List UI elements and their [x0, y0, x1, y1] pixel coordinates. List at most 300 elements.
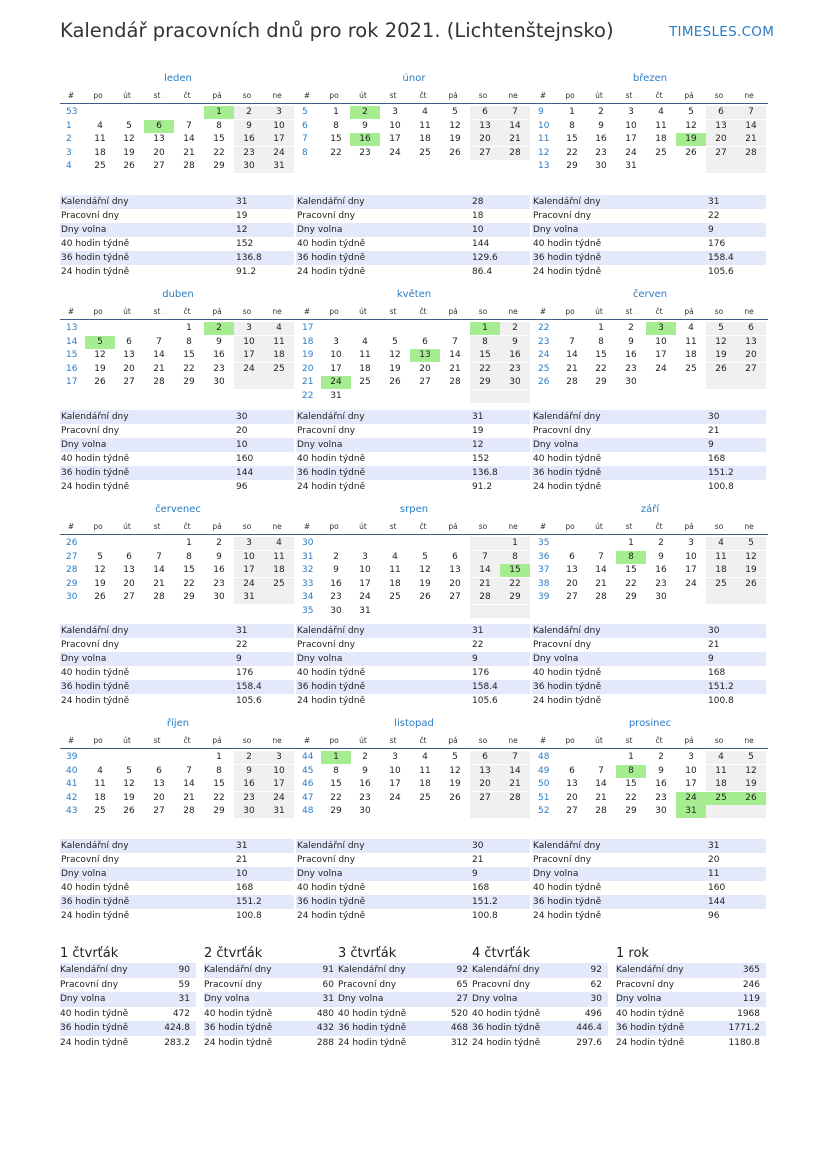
day-cell[interactable]: 6	[569, 551, 575, 562]
day-cell[interactable]: 6	[470, 106, 500, 119]
day-cell[interactable]: 2	[362, 752, 368, 762]
day-cell[interactable]: 1	[186, 323, 192, 333]
day-cell[interactable]: 15	[213, 779, 225, 790]
day-cell[interactable]: 25	[389, 592, 401, 603]
day-cell[interactable]: 17	[359, 578, 371, 589]
day-cell[interactable]: 14	[500, 120, 530, 133]
day-cell[interactable]: 9	[500, 336, 530, 349]
day-cell[interactable]: 2	[234, 106, 264, 119]
day-cell[interactable]: 31	[264, 805, 294, 818]
day-cell[interactable]: 20	[123, 578, 135, 589]
day-cell[interactable]: 20	[736, 349, 766, 362]
day-cell[interactable]: 28	[153, 592, 165, 603]
day-cell[interactable]: 21	[595, 578, 607, 589]
day-cell[interactable]: 18	[655, 134, 667, 145]
day-cell[interactable]: 23	[595, 147, 607, 158]
day-cell[interactable]: 8	[216, 120, 222, 131]
day-cell[interactable]: 5	[736, 751, 766, 764]
day-cell[interactable]: 19	[449, 779, 461, 790]
day-cell[interactable]: 22	[183, 578, 195, 589]
day-cell[interactable]: 21	[500, 778, 530, 791]
day-cell[interactable]: 15	[625, 565, 637, 576]
day-cell[interactable]: 2	[333, 551, 339, 562]
day-cell[interactable]: 27	[153, 161, 165, 172]
day-cell[interactable]: 16	[595, 134, 607, 145]
day-cell[interactable]: 13	[566, 779, 578, 790]
day-cell[interactable]: 27	[123, 592, 135, 603]
day-cell[interactable]: 22	[625, 792, 637, 803]
day-cell[interactable]: 24	[685, 578, 697, 589]
day-cell[interactable]: 23	[330, 592, 342, 603]
day-cell[interactable]: 12	[389, 350, 401, 361]
day-cell[interactable]: 11	[264, 551, 294, 564]
day-cell[interactable]: 17	[685, 779, 697, 790]
day-cell[interactable]: 6	[706, 106, 736, 119]
day-cell[interactable]: 26	[94, 592, 106, 603]
day-cell[interactable]: 4	[264, 322, 294, 335]
day-cell[interactable]: 22	[500, 578, 530, 591]
day-cell[interactable]: 21	[153, 363, 165, 374]
day-cell[interactable]: 6	[126, 336, 132, 347]
day-cell[interactable]: 31	[625, 161, 637, 172]
day-cell[interactable]: 9	[216, 551, 222, 562]
day-cell[interactable]: 9	[234, 765, 264, 778]
day-cell[interactable]: 14	[595, 565, 607, 576]
day-cell[interactable]: 15	[213, 134, 225, 145]
day-cell[interactable]: 23	[213, 578, 225, 589]
day-cell[interactable]: 11	[419, 120, 431, 131]
day-cell[interactable]: 9	[628, 336, 634, 347]
day-cell[interactable]: 10	[685, 765, 697, 776]
day-cell[interactable]: 17	[389, 779, 401, 790]
day-cell[interactable]: 9	[216, 336, 222, 347]
day-cell[interactable]: 16	[234, 133, 264, 146]
day-cell[interactable]: 20	[566, 792, 578, 803]
day-cell[interactable]: 14	[736, 120, 766, 133]
day-cell[interactable]: 2	[216, 538, 222, 548]
day-cell[interactable]: 25	[94, 806, 106, 817]
day-cell[interactable]: 22	[566, 147, 578, 158]
day-cell[interactable]: 10	[234, 336, 264, 349]
day-cell[interactable]: 2	[500, 322, 530, 335]
day-cell[interactable]: 4	[706, 751, 736, 764]
day-cell[interactable]: 12	[419, 565, 431, 576]
day-cell[interactable]: 4	[658, 107, 664, 117]
day-cell[interactable]: 18	[419, 134, 431, 145]
day-cell[interactable]: 22	[470, 363, 500, 376]
day-cell[interactable]: 18	[94, 147, 106, 158]
day-cell[interactable]: 19	[736, 564, 766, 577]
day-cell[interactable]: 27	[736, 363, 766, 376]
day-cell[interactable]: 7	[452, 336, 458, 347]
day-cell[interactable]: 25	[359, 377, 371, 388]
day-cell[interactable]: 2	[234, 751, 264, 764]
day-cell[interactable]: 19	[706, 349, 736, 362]
day-cell[interactable]: 23	[625, 363, 637, 374]
holiday-day[interactable]: 24	[676, 792, 706, 805]
day-cell[interactable]: 25	[685, 363, 697, 374]
day-cell[interactable]: 29	[470, 376, 500, 389]
day-cell[interactable]: 30	[213, 592, 225, 603]
day-cell[interactable]: 21	[470, 578, 500, 591]
day-cell[interactable]: 8	[186, 551, 192, 562]
day-cell[interactable]: 7	[186, 120, 192, 131]
day-cell[interactable]: 15	[470, 349, 500, 362]
day-cell[interactable]: 1	[628, 538, 634, 548]
day-cell[interactable]: 21	[183, 147, 195, 158]
day-cell[interactable]: 13	[123, 350, 135, 361]
day-cell[interactable]: 5	[688, 107, 694, 117]
day-cell[interactable]: 30	[330, 606, 342, 616]
holiday-day[interactable]: 24	[321, 376, 351, 389]
day-cell[interactable]: 28	[595, 592, 607, 603]
day-cell[interactable]: 15	[330, 134, 342, 145]
day-cell[interactable]: 6	[156, 765, 162, 776]
day-cell[interactable]: 25	[264, 578, 294, 591]
day-cell[interactable]: 14	[153, 565, 165, 576]
day-cell[interactable]: 26	[123, 161, 135, 172]
holiday-day[interactable]: 6	[144, 120, 174, 133]
day-cell[interactable]: 11	[685, 336, 697, 347]
day-cell[interactable]: 7	[736, 106, 766, 119]
day-cell[interactable]: 25	[419, 792, 431, 803]
day-cell[interactable]: 12	[685, 120, 697, 131]
holiday-day[interactable]: 8	[616, 551, 646, 564]
day-cell[interactable]: 23	[234, 147, 264, 160]
day-cell[interactable]: 3	[264, 106, 294, 119]
day-cell[interactable]: 17	[655, 350, 667, 361]
day-cell[interactable]: 24	[389, 792, 401, 803]
day-cell[interactable]: 4	[422, 752, 428, 762]
day-cell[interactable]: 7	[500, 106, 530, 119]
day-cell[interactable]: 12	[123, 134, 135, 145]
brand-link[interactable]: TIMESLES.COM	[669, 24, 775, 40]
day-cell[interactable]: 2	[658, 752, 664, 762]
day-cell[interactable]: 26	[449, 147, 461, 158]
day-cell[interactable]: 14	[470, 564, 500, 577]
day-cell[interactable]: 1	[628, 752, 634, 762]
day-cell[interactable]: 17	[234, 349, 264, 362]
day-cell[interactable]: 21	[736, 133, 766, 146]
day-cell[interactable]: 7	[598, 765, 604, 776]
day-cell[interactable]: 30	[234, 805, 264, 818]
day-cell[interactable]: 13	[566, 565, 578, 576]
day-cell[interactable]: 15	[566, 134, 578, 145]
day-cell[interactable]: 8	[333, 765, 339, 776]
day-cell[interactable]: 26	[685, 147, 697, 158]
day-cell[interactable]: 12	[706, 336, 736, 349]
day-cell[interactable]: 3	[234, 322, 264, 335]
day-cell[interactable]: 22	[595, 363, 607, 374]
day-cell[interactable]: 9	[362, 120, 368, 131]
day-cell[interactable]: 11	[655, 120, 667, 131]
day-cell[interactable]: 10	[264, 765, 294, 778]
day-cell[interactable]: 4	[264, 537, 294, 550]
day-cell[interactable]: 9	[658, 765, 664, 776]
day-cell[interactable]: 11	[264, 336, 294, 349]
day-cell[interactable]: 17	[685, 565, 697, 576]
day-cell[interactable]: 22	[330, 147, 342, 158]
day-cell[interactable]: 21	[153, 578, 165, 589]
day-cell[interactable]: 28	[566, 377, 578, 388]
day-cell[interactable]: 16	[330, 578, 342, 589]
day-cell[interactable]: 17	[234, 564, 264, 577]
day-cell[interactable]: 29	[183, 592, 195, 603]
day-cell[interactable]: 8	[569, 120, 575, 131]
day-cell[interactable]: 24	[625, 147, 637, 158]
day-cell[interactable]: 9	[598, 120, 604, 131]
day-cell[interactable]: 5	[452, 752, 458, 762]
day-cell[interactable]: 28	[470, 591, 500, 604]
holiday-day[interactable]: 25	[706, 792, 736, 805]
day-cell[interactable]: 16	[500, 349, 530, 362]
day-cell[interactable]: 7	[186, 765, 192, 776]
day-cell[interactable]: 15	[330, 779, 342, 790]
day-cell[interactable]: 6	[126, 551, 132, 562]
day-cell[interactable]: 13	[123, 565, 135, 576]
day-cell[interactable]: 29	[183, 377, 195, 388]
day-cell[interactable]: 3	[392, 107, 398, 117]
day-cell[interactable]: 29	[213, 161, 225, 172]
day-cell[interactable]: 28	[183, 806, 195, 817]
day-cell[interactable]: 3	[333, 336, 339, 347]
day-cell[interactable]: 9	[658, 551, 664, 562]
day-cell[interactable]: 15	[595, 350, 607, 361]
day-cell[interactable]: 20	[706, 133, 736, 146]
day-cell[interactable]: 6	[470, 751, 500, 764]
day-cell[interactable]: 25	[94, 161, 106, 172]
day-cell[interactable]: 9	[362, 765, 368, 776]
day-cell[interactable]: 20	[153, 792, 165, 803]
day-cell[interactable]: 3	[688, 752, 694, 762]
day-cell[interactable]: 4	[362, 336, 368, 347]
day-cell[interactable]: 6	[452, 551, 458, 562]
day-cell[interactable]: 17	[264, 778, 294, 791]
day-cell[interactable]: 27	[706, 147, 736, 160]
day-cell[interactable]: 5	[452, 107, 458, 117]
day-cell[interactable]: 30	[213, 377, 225, 388]
day-cell[interactable]: 31	[234, 591, 264, 604]
day-cell[interactable]: 13	[153, 134, 165, 145]
day-cell[interactable]: 24	[389, 147, 401, 158]
day-cell[interactable]: 21	[595, 792, 607, 803]
day-cell[interactable]: 30	[234, 160, 264, 173]
day-cell[interactable]: 23	[359, 792, 371, 803]
day-cell[interactable]: 7	[156, 551, 162, 562]
day-cell[interactable]: 26	[736, 578, 766, 591]
day-cell[interactable]: 9	[333, 565, 339, 576]
day-cell[interactable]: 26	[123, 806, 135, 817]
day-cell[interactable]: 13	[470, 120, 500, 133]
day-cell[interactable]: 19	[123, 147, 135, 158]
day-cell[interactable]: 27	[449, 592, 461, 603]
day-cell[interactable]: 1	[500, 537, 530, 550]
day-cell[interactable]: 27	[566, 806, 578, 817]
day-cell[interactable]: 2	[658, 538, 664, 548]
day-cell[interactable]: 27	[153, 806, 165, 817]
day-cell[interactable]: 19	[736, 778, 766, 791]
day-cell[interactable]: 23	[359, 147, 371, 158]
day-cell[interactable]: 13	[736, 336, 766, 349]
day-cell[interactable]: 22	[183, 363, 195, 374]
day-cell[interactable]: 12	[449, 120, 461, 131]
day-cell[interactable]: 11	[706, 551, 736, 564]
day-cell[interactable]: 20	[566, 578, 578, 589]
day-cell[interactable]: 8	[333, 120, 339, 131]
day-cell[interactable]: 29	[625, 592, 637, 603]
day-cell[interactable]: 24	[234, 363, 264, 376]
day-cell[interactable]: 17	[389, 134, 401, 145]
holiday-day[interactable]: 15	[500, 564, 530, 577]
day-cell[interactable]: 9	[234, 120, 264, 133]
day-cell[interactable]: 14	[500, 765, 530, 778]
day-cell[interactable]: 18	[706, 778, 736, 791]
day-cell[interactable]: 22	[330, 792, 342, 803]
holiday-day[interactable]: 2	[204, 322, 234, 335]
day-cell[interactable]: 23	[655, 792, 667, 803]
day-cell[interactable]: 18	[706, 564, 736, 577]
day-cell[interactable]: 19	[389, 363, 401, 374]
day-cell[interactable]: 29	[500, 591, 530, 604]
day-cell[interactable]: 23	[213, 363, 225, 374]
day-cell[interactable]: 14	[183, 779, 195, 790]
day-cell[interactable]: 26	[706, 363, 736, 376]
day-cell[interactable]: 5	[126, 765, 132, 776]
day-cell[interactable]: 30	[595, 161, 607, 172]
day-cell[interactable]: 31	[330, 391, 342, 401]
day-cell[interactable]: 28	[183, 161, 195, 172]
day-cell[interactable]: 12	[94, 350, 106, 361]
day-cell[interactable]: 18	[94, 792, 106, 803]
day-cell[interactable]: 1	[333, 107, 339, 117]
day-cell[interactable]: 10	[330, 350, 342, 361]
day-cell[interactable]: 7	[569, 336, 575, 347]
day-cell[interactable]: 21	[183, 792, 195, 803]
day-cell[interactable]: 29	[213, 806, 225, 817]
day-cell[interactable]: 7	[156, 336, 162, 347]
day-cell[interactable]: 12	[449, 765, 461, 776]
day-cell[interactable]: 19	[123, 792, 135, 803]
day-cell[interactable]: 25	[655, 147, 667, 158]
day-cell[interactable]: 20	[470, 778, 500, 791]
day-cell[interactable]: 3	[628, 107, 634, 117]
holiday-day[interactable]: 1	[204, 106, 234, 119]
day-cell[interactable]: 25	[264, 363, 294, 376]
day-cell[interactable]: 4	[706, 537, 736, 550]
day-cell[interactable]: 8	[470, 336, 500, 349]
day-cell[interactable]: 19	[449, 134, 461, 145]
day-cell[interactable]: 5	[392, 336, 398, 347]
day-cell[interactable]: 30	[359, 806, 371, 817]
day-cell[interactable]: 6	[736, 322, 766, 335]
holiday-day[interactable]: 5	[85, 336, 115, 349]
day-cell[interactable]: 11	[706, 765, 736, 778]
day-cell[interactable]: 10	[264, 120, 294, 133]
day-cell[interactable]: 30	[655, 592, 667, 603]
day-cell[interactable]: 8	[500, 551, 530, 564]
day-cell[interactable]: 27	[419, 377, 431, 388]
holiday-day[interactable]: 13	[410, 349, 440, 362]
day-cell[interactable]: 30	[500, 376, 530, 389]
holiday-day[interactable]: 3	[646, 322, 676, 335]
holiday-day[interactable]: 1	[321, 751, 351, 764]
day-cell[interactable]: 16	[625, 350, 637, 361]
day-cell[interactable]: 10	[655, 336, 667, 347]
day-cell[interactable]: 25	[706, 578, 736, 591]
day-cell[interactable]: 12	[736, 765, 766, 778]
day-cell[interactable]: 29	[330, 806, 342, 817]
holiday-day[interactable]: 8	[616, 765, 646, 778]
day-cell[interactable]: 21	[500, 133, 530, 146]
day-cell[interactable]: 28	[449, 377, 461, 388]
day-cell[interactable]: 1	[186, 538, 192, 548]
holiday-day[interactable]: 1	[470, 322, 500, 335]
day-cell[interactable]: 18	[389, 578, 401, 589]
day-cell[interactable]: 12	[736, 551, 766, 564]
day-cell[interactable]: 24	[655, 363, 667, 374]
day-cell[interactable]: 18	[264, 564, 294, 577]
day-cell[interactable]: 13	[449, 565, 461, 576]
day-cell[interactable]: 30	[655, 806, 667, 817]
day-cell[interactable]: 19	[94, 363, 106, 374]
day-cell[interactable]: 29	[566, 161, 578, 172]
day-cell[interactable]: 27	[566, 592, 578, 603]
day-cell[interactable]: 14	[566, 350, 578, 361]
day-cell[interactable]: 1	[598, 323, 604, 333]
day-cell[interactable]: 5	[736, 537, 766, 550]
day-cell[interactable]: 18	[264, 349, 294, 362]
day-cell[interactable]: 2	[628, 323, 634, 333]
day-cell[interactable]: 17	[625, 134, 637, 145]
day-cell[interactable]: 16	[213, 565, 225, 576]
holiday-day[interactable]: 16	[350, 133, 380, 146]
day-cell[interactable]: 16	[655, 779, 667, 790]
day-cell[interactable]: 1	[216, 752, 222, 762]
day-cell[interactable]: 23	[655, 578, 667, 589]
day-cell[interactable]: 19	[94, 578, 106, 589]
day-cell[interactable]: 5	[97, 551, 103, 562]
day-cell[interactable]: 10	[389, 765, 401, 776]
day-cell[interactable]: 10	[234, 551, 264, 564]
holiday-day[interactable]: 26	[736, 792, 766, 805]
day-cell[interactable]: 8	[216, 765, 222, 776]
day-cell[interactable]: 1	[569, 107, 575, 117]
day-cell[interactable]: 22	[213, 147, 225, 158]
day-cell[interactable]: 15	[183, 565, 195, 576]
day-cell[interactable]: 19	[419, 578, 431, 589]
day-cell[interactable]: 4	[97, 120, 103, 131]
day-cell[interactable]: 11	[94, 134, 106, 145]
day-cell[interactable]: 11	[94, 779, 106, 790]
day-cell[interactable]: 8	[598, 336, 604, 347]
day-cell[interactable]: 6	[569, 765, 575, 776]
day-cell[interactable]: 20	[470, 133, 500, 146]
day-cell[interactable]: 18	[359, 363, 371, 374]
day-cell[interactable]: 28	[153, 377, 165, 388]
day-cell[interactable]: 24	[264, 147, 294, 160]
day-cell[interactable]: 3	[362, 551, 368, 562]
day-cell[interactable]: 14	[153, 350, 165, 361]
day-cell[interactable]: 28	[595, 806, 607, 817]
day-cell[interactable]: 28	[736, 147, 766, 160]
day-cell[interactable]: 23	[500, 363, 530, 376]
day-cell[interactable]: 20	[153, 147, 165, 158]
day-cell[interactable]: 10	[359, 565, 371, 576]
day-cell[interactable]: 13	[706, 120, 736, 133]
day-cell[interactable]: 21	[449, 363, 461, 374]
day-cell[interactable]: 16	[359, 779, 371, 790]
day-cell[interactable]: 27	[123, 377, 135, 388]
